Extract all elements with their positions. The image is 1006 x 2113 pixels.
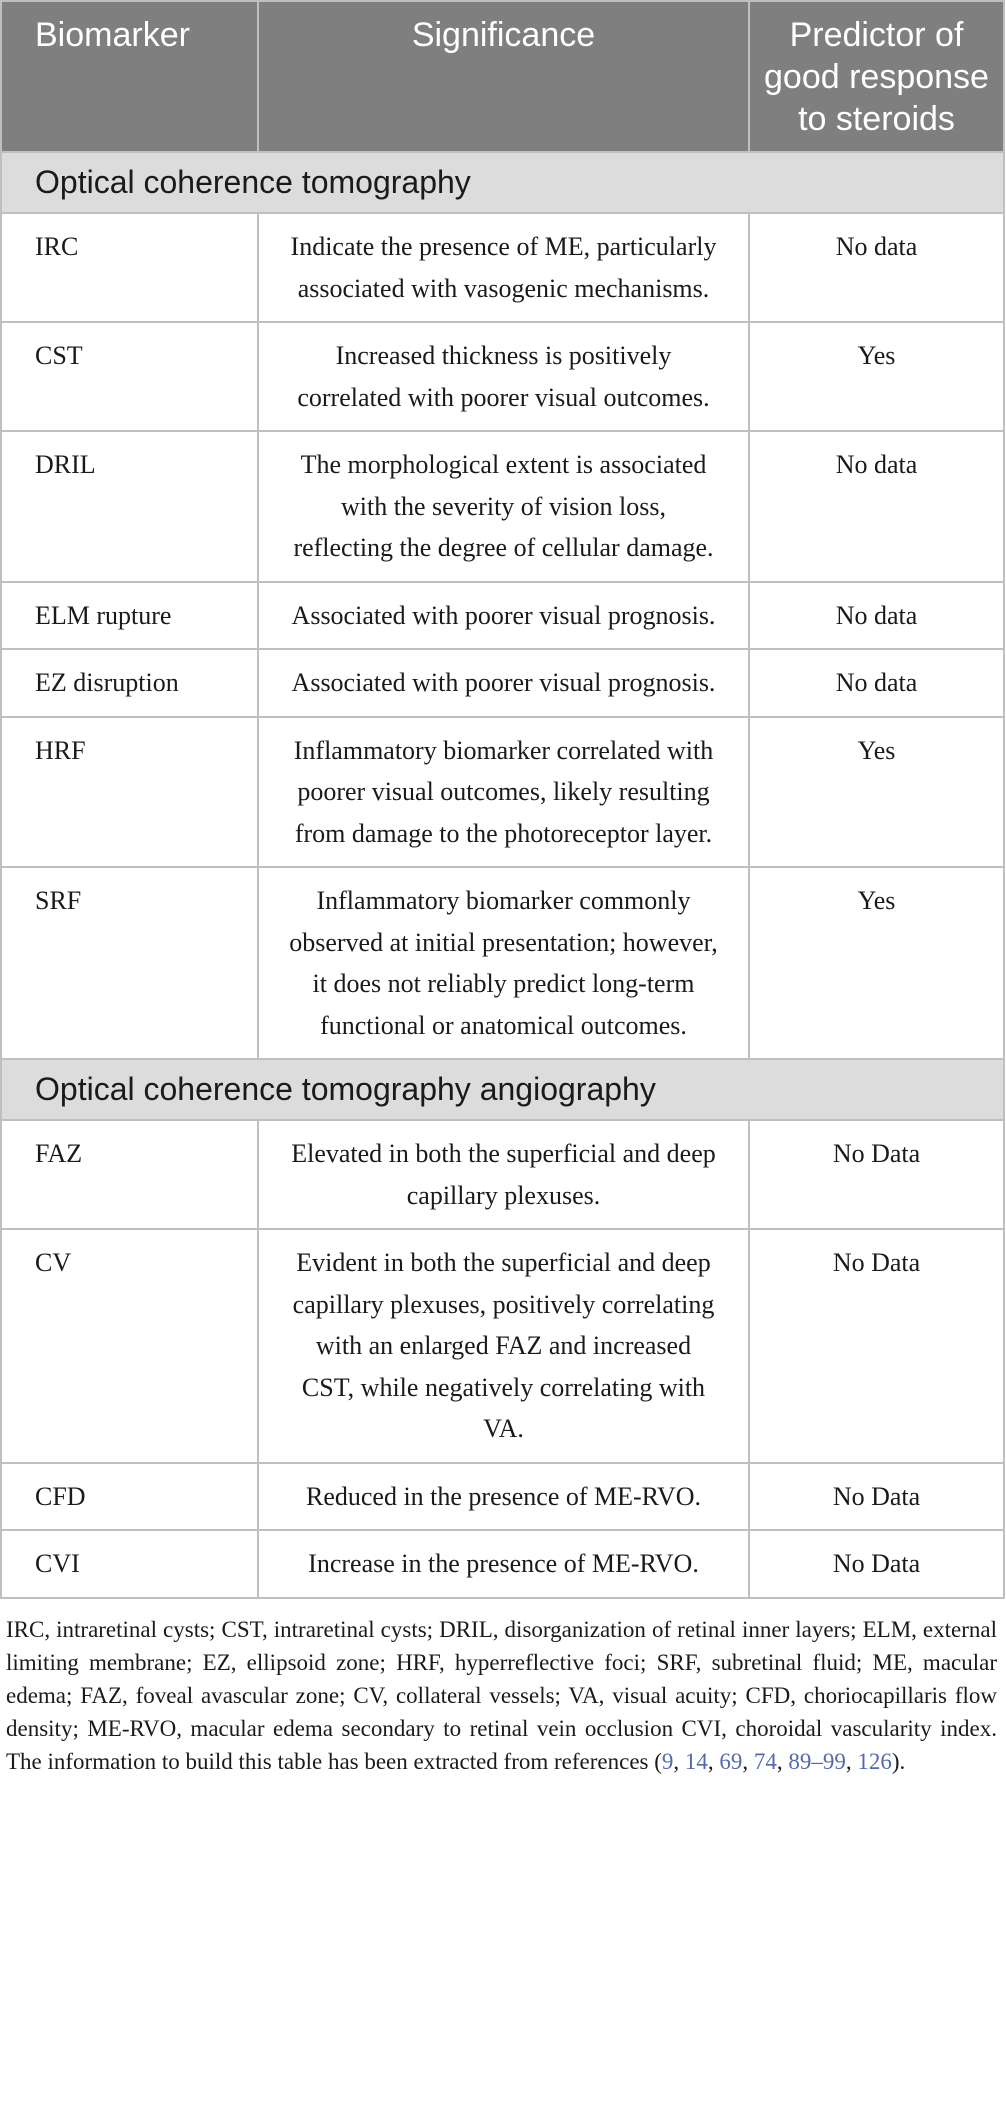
cell-biomarker: CVI <box>1 1530 258 1598</box>
cell-predictor: No data <box>749 649 1004 717</box>
cell-significance: The morphological extent is associated with the severity of vision loss, reflecting the degree of cellular damage. <box>258 431 749 582</box>
table-row <box>1 1463 1004 1531</box>
table-row <box>1 431 1004 582</box>
reference-link[interactable]: 89–99 <box>788 1748 846 1774</box>
table-row <box>1 1120 1004 1229</box>
cell-significance: Increase in the presence of ME-RVO. <box>258 1530 749 1598</box>
cell-predictor: Yes <box>749 322 1004 431</box>
section-title: Optical coherence tomography angiography <box>1 1059 1004 1120</box>
cell-biomarker: DRIL <box>1 431 258 582</box>
section-title: Optical coherence tomography <box>1 152 1004 213</box>
footnote-end: ). <box>891 1748 906 1774</box>
table-row <box>1 322 1004 431</box>
cell-significance: Increased thickness is positively correlated with poorer visual outcomes. <box>258 322 749 431</box>
reference-link[interactable]: 69 <box>719 1748 743 1774</box>
reference-link[interactable]: 14 <box>684 1748 708 1774</box>
header-row <box>1 1 1004 152</box>
header-biomarker: Biomarker <box>1 1 258 152</box>
cell-significance: Associated with poorer visual prognosis. <box>258 649 749 717</box>
reference-link[interactable]: 74 <box>753 1748 777 1774</box>
cell-biomarker: CFD <box>1 1463 258 1531</box>
cell-significance: Inflammatory biomarker commonly observed at initial presentation; however, it does not reliably predict long-term functional or anatomical outcomes. <box>258 867 749 1059</box>
reference-separator: , <box>742 1748 754 1774</box>
table-row <box>1 1530 1004 1598</box>
table-row <box>1 649 1004 717</box>
cell-significance: Elevated in both the superficial and deep capillary plexuses. <box>258 1120 749 1229</box>
reference-separator: , <box>776 1748 789 1774</box>
reference-link[interactable]: 9 <box>661 1748 674 1774</box>
cell-predictor: No data <box>749 431 1004 582</box>
footnote-text: IRC, intraretinal cysts; CST, intraretinal cysts; DRIL, disorganization of retinal inner layers; ELM, external limiting membrane; EZ, ellipsoid zone; HRF, hyperreflective foci; SRF, subretinal fluid; ME, macular edema; FAZ, foveal avascular zone; CV, collateral vessels; VA, visual acuity; CFD, choriocapillaris flow density; ME-RVO, macular edema secondary to retinal vein occlusion CVI, choroidal vascularity index. The information to build this table has been extracted from references ( <box>6 1616 997 1774</box>
cell-predictor: No Data <box>749 1463 1004 1531</box>
cell-significance: Associated with poorer visual prognosis. <box>258 582 749 650</box>
table-row <box>1 582 1004 650</box>
cell-predictor: No Data <box>749 1530 1004 1598</box>
table-body <box>1 152 1004 1598</box>
cell-biomarker: IRC <box>1 213 258 322</box>
section-row <box>1 1059 1004 1120</box>
section-row <box>1 152 1004 213</box>
table-row <box>1 717 1004 868</box>
footnote-references <box>662 1749 892 1774</box>
cell-significance: Inflammatory biomarker correlated with poorer visual outcomes, likely resulting from damage to the photoreceptor layer. <box>258 717 749 868</box>
reference-separator: , <box>673 1748 685 1774</box>
reference-separator: , <box>707 1748 720 1774</box>
cell-significance: Reduced in the presence of ME-RVO. <box>258 1463 749 1531</box>
cell-biomarker: EZ disruption <box>1 649 258 717</box>
cell-predictor: Yes <box>749 867 1004 1059</box>
reference-link[interactable]: 126 <box>857 1748 892 1774</box>
cell-significance: Evident in both the superficial and deep capillary plexuses, positively correlating with an enlarged FAZ and increased CST, while negatively correlating with VA. <box>258 1229 749 1463</box>
cell-significance: Indicate the presence of ME, particularly associated with vasogenic mechanisms. <box>258 213 749 322</box>
cell-predictor: No data <box>749 582 1004 650</box>
cell-predictor: Yes <box>749 717 1004 868</box>
table-footnote <box>6 1613 997 1778</box>
table-row <box>1 867 1004 1059</box>
header-predictor: Predictor of good response to steroids <box>749 1 1004 152</box>
cell-biomarker: CST <box>1 322 258 431</box>
cell-predictor: No Data <box>749 1229 1004 1463</box>
table-row <box>1 213 1004 322</box>
cell-biomarker: SRF <box>1 867 258 1059</box>
header-significance: Significance <box>258 1 749 152</box>
cell-biomarker: HRF <box>1 717 258 868</box>
reference-separator: , <box>845 1748 858 1774</box>
cell-predictor: No Data <box>749 1120 1004 1229</box>
cell-biomarker: ELM rupture <box>1 582 258 650</box>
cell-biomarker: CV <box>1 1229 258 1463</box>
table-row <box>1 1229 1004 1463</box>
cell-predictor: No data <box>749 213 1004 322</box>
cell-biomarker: FAZ <box>1 1120 258 1229</box>
